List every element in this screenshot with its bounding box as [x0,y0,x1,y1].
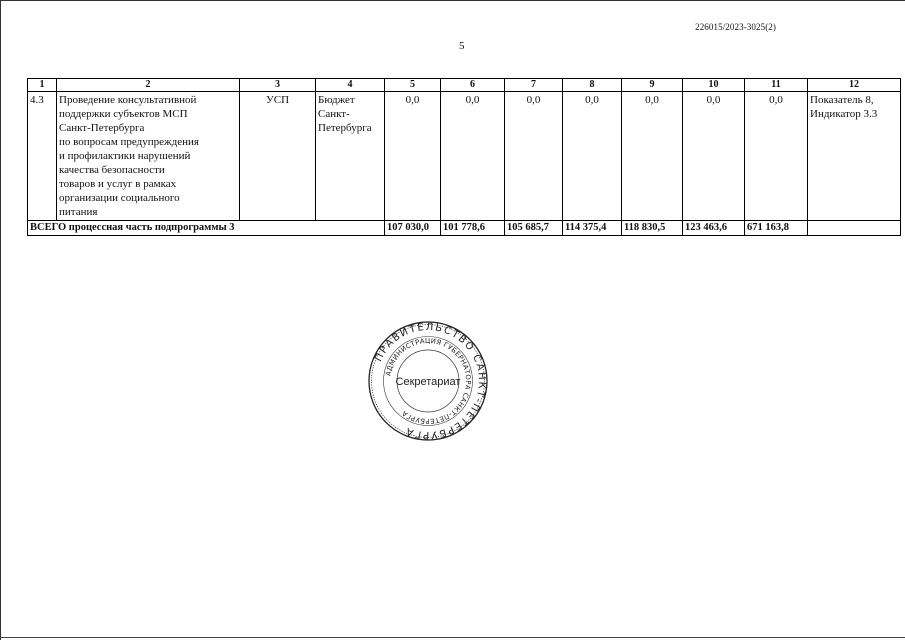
column-header: 9 [622,79,683,92]
column-header: 11 [745,79,808,92]
activity-name: Проведение консультативной поддержки субъектов МСП Санкт-Петербурга по вопросам предупреждения и профилактики нарушений качества безопасности товаров и услуг в рамках организации социального питания [57,92,240,221]
value-cell: 0,0 [622,92,683,221]
executor: УСП [240,92,316,221]
column-header: 1 [28,79,57,92]
column-header: 4 [316,79,385,92]
budget-table [27,78,901,236]
column-header: 8 [563,79,622,92]
total-value: 118 830,5 [622,221,683,236]
column-header: 3 [240,79,316,92]
total-label: ВСЕГО процессная часть подпрограммы 3 [28,221,385,236]
value-cell: 0,0 [683,92,745,221]
total-empty-cell [808,221,901,236]
scan-edge-bottom [0,637,905,638]
total-value: 101 778,6 [441,221,505,236]
scan-edge-top [0,0,905,1]
column-header: 12 [808,79,901,92]
page-number: 5 [459,40,465,52]
value-cell: 0,0 [441,92,505,221]
funding-source: Бюджет Санкт- Петербурга [316,92,385,221]
value-cell: 0,0 [563,92,622,221]
total-value: 671 163,8 [745,221,808,236]
total-value: 107 030,0 [385,221,441,236]
indicator: Показатель 8, Индикатор 3.3 [808,92,901,221]
seal-outer-text: ПРАВИТЕЛЬСТВО САНКТ-ПЕТЕРБУРГА [373,321,488,441]
total-row [28,221,901,236]
column-header: 10 [683,79,745,92]
seal-inner-text: АДМИНИСТРАЦИЯ ГУБЕРНАТОРА САНКТ-ПЕТЕРБУРГА [384,336,473,426]
total-value: 114 375,4 [563,221,622,236]
scan-edge-left [0,0,1,640]
column-numbers-row [28,79,901,92]
column-header: 5 [385,79,441,92]
value-cell: 0,0 [505,92,563,221]
seal-center-label: Секретариат [395,376,461,388]
row-number: 4.3 [28,92,57,221]
total-value: 123 463,6 [683,221,745,236]
column-header: 6 [441,79,505,92]
column-header: 2 [57,79,240,92]
total-value: 105 685,7 [505,221,563,236]
value-cell: 0,0 [745,92,808,221]
document-id: 226015/2023-3025(2) [695,22,776,32]
table-row [28,92,901,221]
value-cell: 0,0 [385,92,441,221]
column-header: 7 [505,79,563,92]
